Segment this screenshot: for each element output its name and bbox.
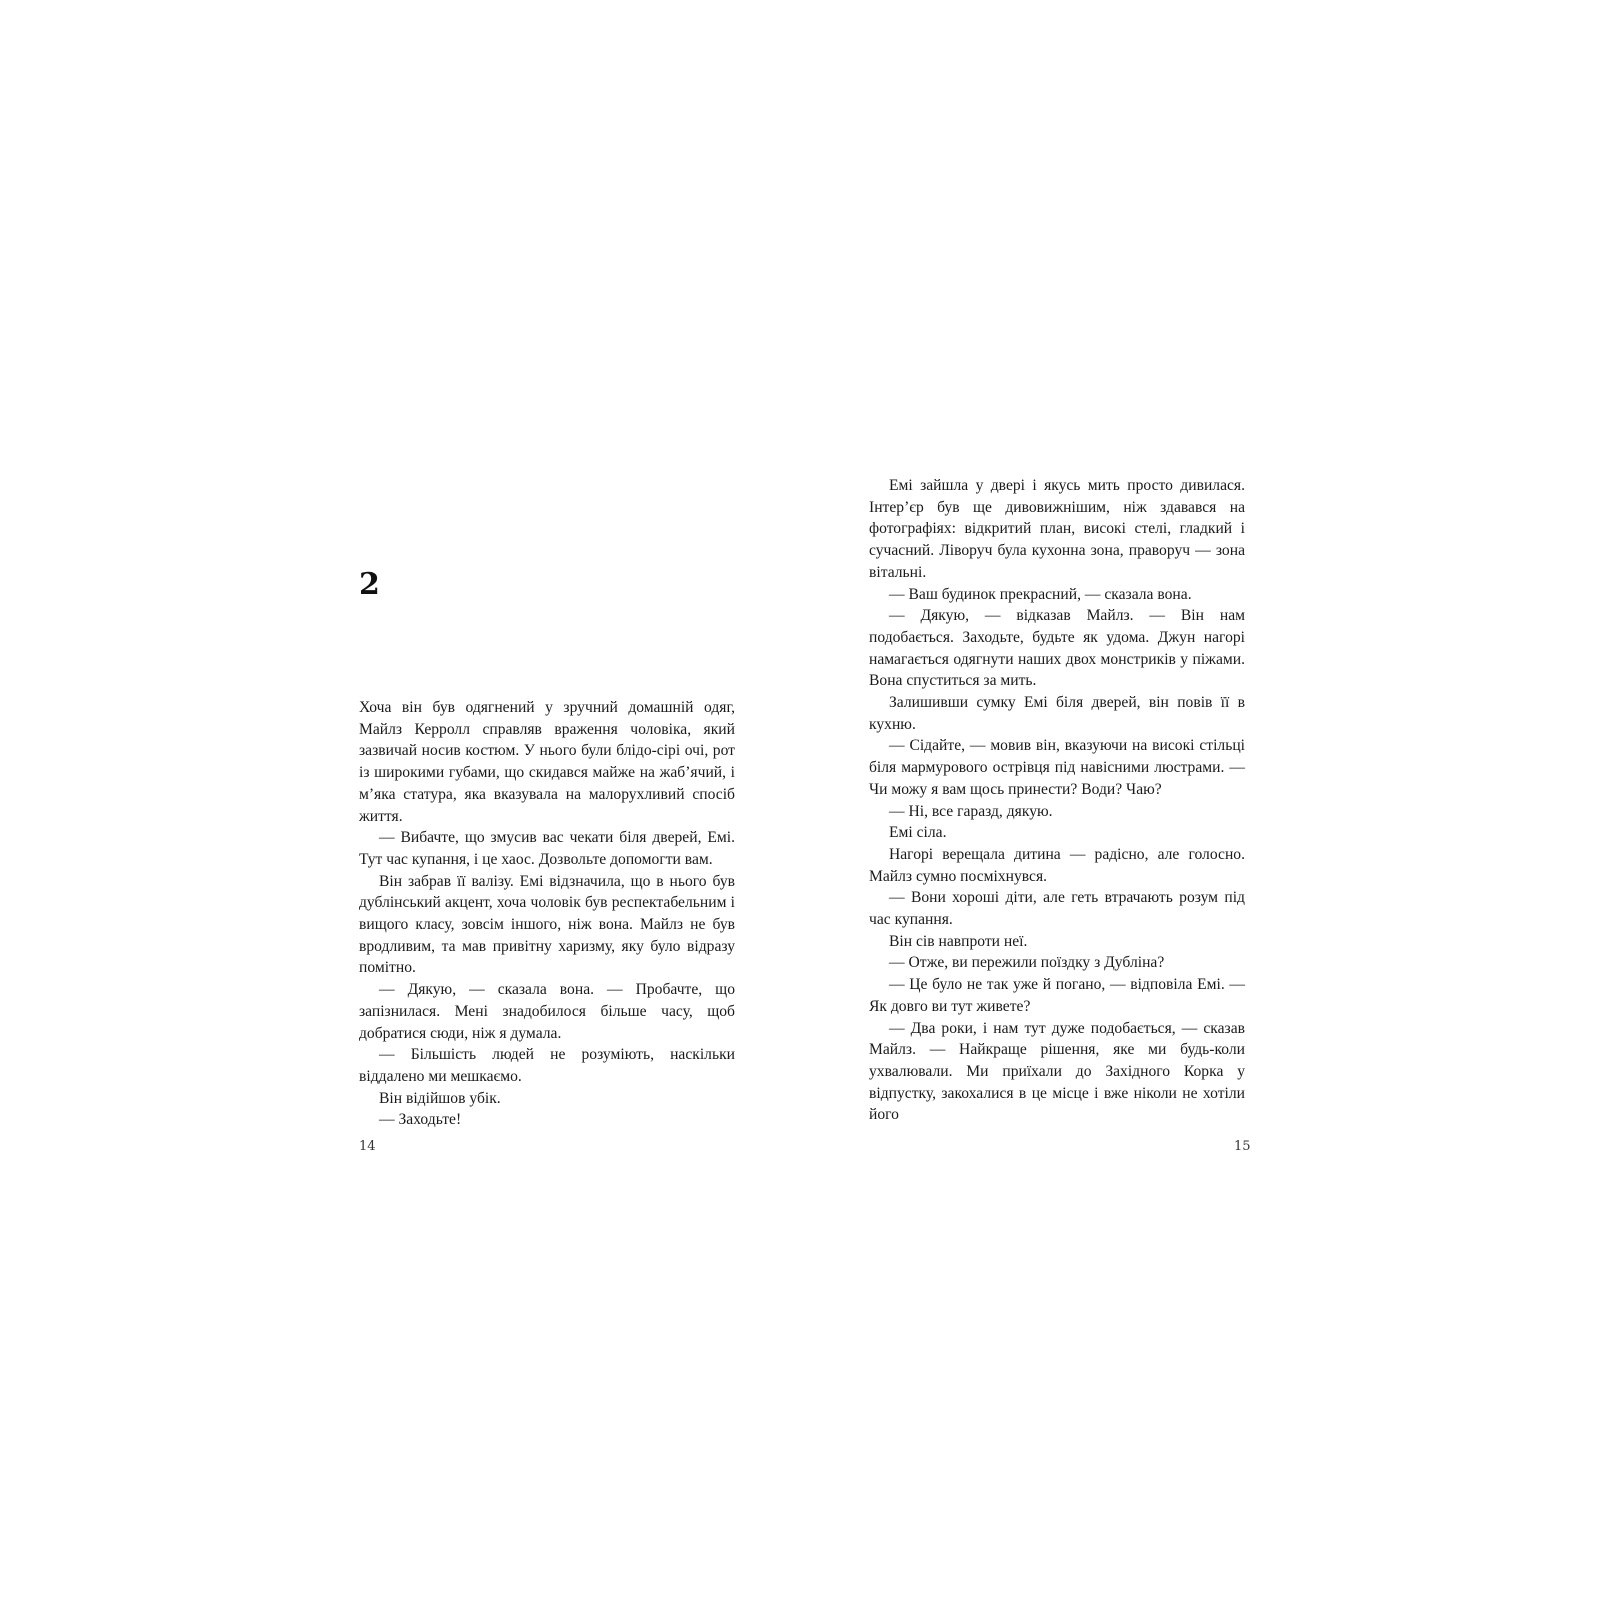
paragraph: — Це було не так уже й погано, — відповіла Емі. — Як довго ви тут живете?	[869, 976, 1245, 1015]
paragraph: — Сідайте, — мовив він, вказуючи на високі стільці біля мармурового острівця під навісними люстрами. — Чи можу я вам щось принести? Води? Чаю?	[869, 737, 1245, 798]
page-number-left: 14	[359, 1139, 376, 1154]
paragraph: Він забрав її валізу. Емі відзначила, що в нього був дублінський акцент, хоча чоловік був респектабельним і вищого класу, зовсім іншого, ніж вона. Майлз не був вродливим, та мав привітну харизму, яку було відразу помітно.	[359, 872, 735, 977]
paragraph: Залишивши сумку Емі біля дверей, він повів її в кухню.	[869, 694, 1245, 733]
paragraph: Хоча він був одягнений у зручний домашній одяг, Майлз Керролл справляв враження чоловіка, який зазвичай носив костюм. У нього були блідо-сірі очі, рот із широкими губами, що скидався майже на жаб’ячий, і м’яка статура, яка вказувала на малорухливий спосіб життя.	[359, 699, 735, 825]
paragraph: Емі зайшла у двері і якусь мить просто дивилася. Інтер’єр був ще дивовижнішим, ніж здавався на фотографіях: відкритий план, високі стелі, гладкий і сучасний. Ліворуч була кухонна зона, праворуч — зона вітальні.	[869, 477, 1245, 581]
paragraph: — Ні, все гаразд, дякую.	[889, 802, 1053, 820]
paragraph: — Більшість людей не розуміють, наскільки віддалено ми мешкаємо.	[359, 1046, 735, 1085]
paragraph: — Два роки, і нам тут дуже подобається, — сказав Майлз. — Найкраще рішення, яке ми будь-коли ухвалювали. Ми приїхали до Західного Корка у відпустку, закохалися в це місце і вже ніколи не хотіли його	[869, 1019, 1245, 1124]
left-page-text	[359, 697, 735, 1131]
paragraph: — Вибачте, що змусив вас чекати біля дверей, Емі. Тут час купання, і це хаос. Дозвольте допомогти вам.	[359, 829, 735, 868]
right-page-text	[869, 475, 1245, 1126]
paragraph: — Ваш будинок прекрасний, — сказала вона.	[889, 585, 1192, 603]
chapter-number: 2	[359, 567, 380, 602]
paragraph: — Дякую, — відказав Майлз. — Він нам подобається. Заходьте, будьте як удома. Джун нагорі намагається одягнути наших двох монстриків у піжами. Вона спуститься за мить.	[869, 607, 1245, 690]
paragraph: — Вони хороші діти, але геть втрачають розум під час купання.	[869, 889, 1245, 929]
paragraph: — Заходьте!	[379, 1111, 462, 1129]
page-number-right: 15	[1234, 1139, 1251, 1154]
paragraph: Нагорі верещала дитина — радісно, але голосно. Майлз сумно посміхнувся.	[869, 845, 1245, 885]
paragraph: Він відійшов убік.	[379, 1089, 501, 1107]
paragraph: — Отже, ви пережили поїздку з Дубліна?	[889, 954, 1165, 972]
paragraph: Він сів навпроти неї.	[889, 932, 1028, 950]
paragraph: — Дякую, — сказала вона. — Пробачте, що запізнилася. Мені знадобилося більше часу, щоб добратися сюди, ніж я думала.	[359, 981, 735, 1042]
paragraph: Емі сіла.	[889, 824, 947, 842]
